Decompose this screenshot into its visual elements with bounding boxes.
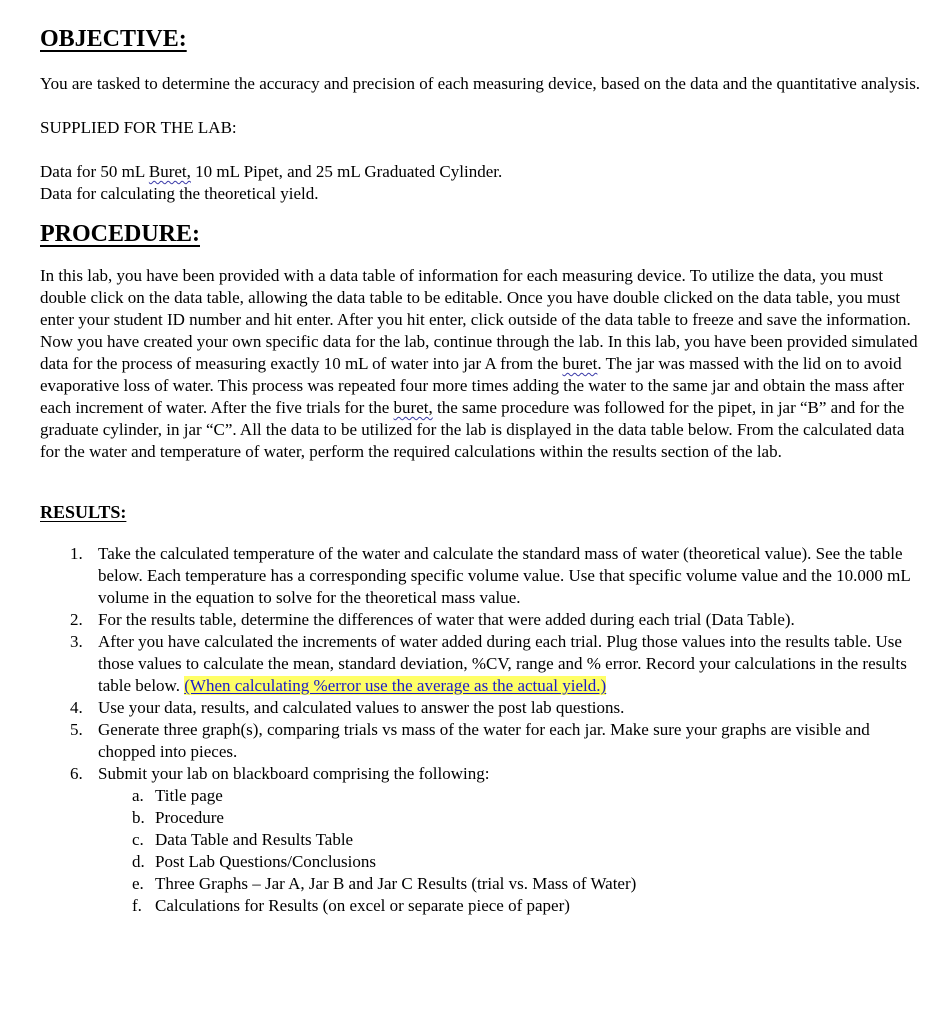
objective-text: You are tasked to determine the accuracy and precision of each measuring device, based on the data and the quantitative analysis. xyxy=(40,74,921,93)
list-text: After you have calculated the increments of water added during each trial. Plug those values into the results table. Use those values to calculate the mean, standard deviation, %CV, range and % error. Record your calculations in the results table below. xyxy=(98,632,907,695)
sublist-item xyxy=(98,785,925,807)
sublist-item xyxy=(98,807,925,829)
list-item xyxy=(40,719,925,763)
list-item xyxy=(40,697,925,719)
procedure-buret-word-2: buret, xyxy=(393,398,433,417)
procedure-part-2: . The jar was massed with the lid on to avoid evaporative loss of water. This process was repeated four more times adding the water to the same jar and obtain the mass after each increment of water. After the five trials for the xyxy=(40,354,905,417)
list-number: 1. xyxy=(70,544,83,563)
procedure-text xyxy=(40,265,925,463)
list-number: 5. xyxy=(70,720,83,739)
list-text: For the results table, determine the differences of water that were added during each trial (Data Table). xyxy=(98,610,795,629)
sublist-letter: c. xyxy=(132,830,144,849)
supplied-line-1-end: 10 mL Pipet, and 25 mL Graduated Cylinder. xyxy=(190,162,503,181)
sublist-item xyxy=(98,873,925,895)
sublist-item xyxy=(98,829,925,851)
list-number: 4. xyxy=(70,698,83,717)
sublist-text: Post Lab Questions/Conclusions xyxy=(155,852,377,871)
procedure-heading: PROCEDURE: xyxy=(40,221,200,247)
objective-heading: OBJECTIVE: xyxy=(40,26,187,52)
list-number: 2. xyxy=(70,610,83,629)
sublist-text: Title page xyxy=(155,786,223,805)
supplied-line-2: Data for calculating the theoretical yield. xyxy=(40,184,319,203)
list-number: 3. xyxy=(70,632,83,651)
results-heading: RESULTS: xyxy=(40,502,127,522)
sublist-item xyxy=(98,851,925,873)
procedure-buret-word-1: buret xyxy=(562,354,598,373)
list-item xyxy=(40,631,925,697)
highlighted-note: (When calculating %error use the average as the actual yield.) xyxy=(184,676,607,695)
sublist-text: Procedure xyxy=(155,808,224,827)
sublist-letter: b. xyxy=(132,808,145,827)
supplied-line-1-start: Data for 50 mL xyxy=(40,162,149,181)
procedure-part-3: the same procedure was followed for the pipet, in jar “B” and for the graduate cylinder, in jar “C”. All the data to be utilized for the lab is displayed in the data table below. From the calculated data for the water and temperature of water, perform the required calculations within the results section of the lab. xyxy=(40,398,905,461)
results-list xyxy=(40,543,925,917)
supplied-line-1 xyxy=(40,161,925,183)
supplied-heading: SUPPLIED FOR THE LAB: xyxy=(40,118,237,137)
list-item xyxy=(40,543,925,609)
sublist-item xyxy=(98,895,925,917)
sublist-letter: a. xyxy=(132,786,144,805)
list-item xyxy=(40,609,925,631)
procedure-part-1: In this lab, you have been provided with a data table of information for each measuring device. To utilize the data, you must double click on the data table, allowing the data table to be editable. Once you have double clicked on the data table, you must enter your student ID number and hit enter. After you hit enter, click outside of the data table to freeze and save the information. Now you have created your own specific data for the lab, continue through the lab. In this lab, you have been provided simulated data for the process of measuring exactly 10 mL of water into jar A from the xyxy=(40,266,918,373)
list-text: Generate three graph(s), comparing trials vs mass of the water for each jar. Make sure your graphs are visible and chopped into pieces. xyxy=(98,720,870,761)
list-number: 6. xyxy=(70,764,83,783)
sublist-letter: f. xyxy=(132,896,142,915)
sublist-letter: d. xyxy=(132,852,145,871)
list-text: Take the calculated temperature of the water and calculate the standard mass of water (theoretical value). See the table below. Each temperature has a corresponding specific volume value. Use that specific volume value and the 10.000 mL volume in the equation to solve for the theoretical mass value. xyxy=(98,544,911,607)
sublist-text: Three Graphs – Jar A, Jar B and Jar C Results (trial vs. Mass of Water) xyxy=(155,874,637,893)
list-text: Use your data, results, and calculated values to answer the post lab questions. xyxy=(98,698,625,717)
sublist-text: Data Table and Results Table xyxy=(155,830,354,849)
document-page xyxy=(40,22,925,917)
list-text: Submit your lab on blackboard comprising the following: xyxy=(98,764,490,783)
sublist-letter: e. xyxy=(132,874,144,893)
supplied-buret-word: Buret, xyxy=(148,162,191,181)
submission-sublist xyxy=(98,785,925,917)
list-item xyxy=(40,763,925,917)
sublist-text: Calculations for Results (on excel or separate piece of paper) xyxy=(155,896,570,915)
